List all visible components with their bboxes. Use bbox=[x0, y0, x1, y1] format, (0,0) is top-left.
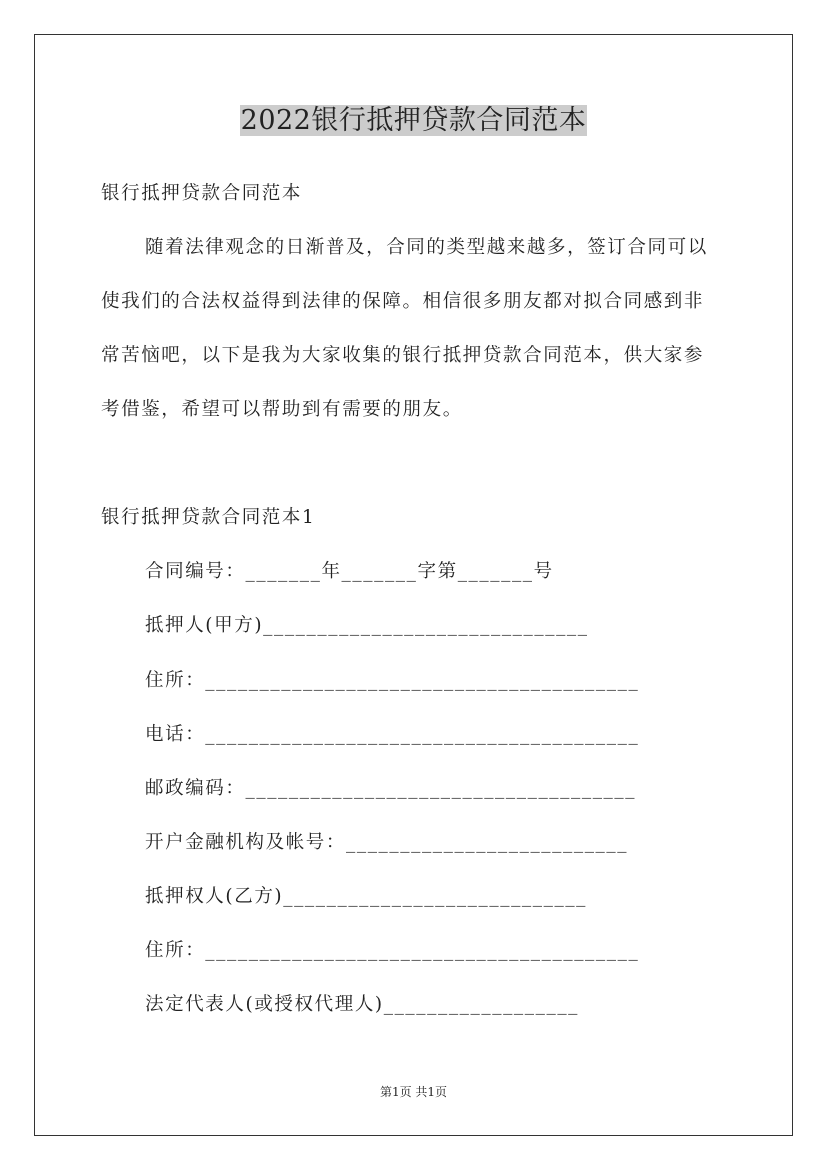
page-number: 第1页 共1页 bbox=[379, 1085, 448, 1099]
document-title-text: 2022银行抵押贷款合同范本 bbox=[240, 105, 587, 136]
section-heading: 银行抵押贷款合同范本1 bbox=[101, 507, 316, 528]
intro-paragraph-line: 考借鉴，希望可以帮助到有需要的朋友。 bbox=[101, 399, 463, 420]
bank-account-field: 开户金融机构及帐号：__________________________ bbox=[145, 832, 629, 853]
phone-field: 电话：________________________________________ bbox=[145, 724, 640, 745]
contract-number-field: 合同编号：_______年_______字第_______号 bbox=[145, 561, 554, 582]
intro-paragraph-line: 使我们的合法权益得到法律的保障。相信很多朋友都对拟合同感到非 bbox=[101, 291, 705, 312]
legal-representative-field: 法定代表人(或授权代理人)__________________ bbox=[145, 994, 580, 1015]
mortgagee-field: 抵押权人(乙方)____________________________ bbox=[145, 886, 588, 907]
mortgagee-address-field: 住所：________________________________________ bbox=[145, 940, 640, 961]
mortgagor-field: 抵押人(甲方)______________________________ bbox=[145, 615, 589, 636]
postal-code-field: 邮政编码：____________________________________ bbox=[145, 778, 637, 799]
document-subtitle: 银行抵押贷款合同范本 bbox=[101, 183, 303, 204]
mortgagor-address-field: 住所：________________________________________ bbox=[145, 670, 640, 691]
intro-paragraph-line: 随着法律观念的日渐普及，合同的类型越来越多，签订合同可以 bbox=[145, 237, 708, 258]
document-title bbox=[0, 101, 827, 141]
intro-paragraph-line: 常苦恼吧，以下是我为大家收集的银行抵押贷款合同范本，供大家参 bbox=[101, 345, 705, 366]
